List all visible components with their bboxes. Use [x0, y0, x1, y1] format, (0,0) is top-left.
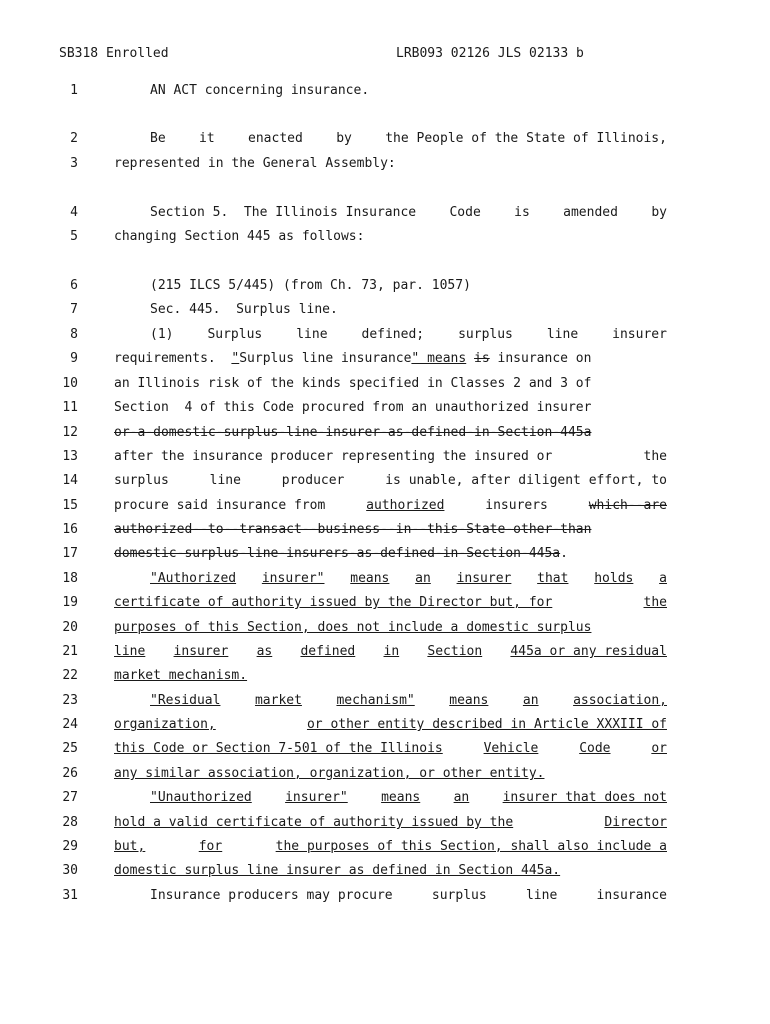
- text-segment: Section 5. The Illinois Insurance: [150, 205, 417, 220]
- inserted-text: "Authorized: [150, 571, 237, 586]
- document-line: [0, 205, 770, 223]
- inserted-text: the purposes of this Section, shall also include a: [275, 839, 667, 854]
- inserted-text: that: [537, 571, 569, 586]
- line-number: 14: [62, 473, 78, 488]
- line-number: 19: [62, 595, 78, 610]
- document-line: [0, 571, 770, 589]
- line-text: [150, 205, 667, 220]
- inserted-text: line: [114, 644, 146, 659]
- text-segment: (1): [150, 327, 174, 342]
- line-number: 23: [62, 693, 78, 708]
- inserted-text: Section: [427, 644, 483, 659]
- document-line: [0, 425, 770, 443]
- line-number: 16: [62, 522, 78, 537]
- text-segment: by: [336, 131, 352, 146]
- line-text: [114, 839, 667, 854]
- document-line: [0, 863, 770, 881]
- line-number: 31: [62, 888, 78, 903]
- inserted-text: ": [231, 351, 240, 366]
- line-number: 30: [62, 863, 78, 878]
- inserted-text: a: [659, 571, 667, 586]
- inserted-text: domestic surplus line insurer as defined in Section 445a.: [114, 863, 561, 878]
- line-number: 6: [70, 278, 78, 293]
- text-segment: line: [546, 327, 579, 342]
- line-number: 21: [62, 644, 78, 659]
- line-text: [150, 790, 667, 805]
- inserted-text: Vehicle: [483, 741, 539, 756]
- line-number: 10: [62, 376, 78, 391]
- line-text: [150, 327, 667, 342]
- text-segment: Section 4 of this Code procured from an unauthorized insurer: [114, 400, 592, 415]
- line-text: [114, 498, 667, 513]
- inserted-text: means: [381, 790, 421, 805]
- page-header: [0, 46, 770, 64]
- document-line: [0, 741, 770, 759]
- text-segment: surplus: [431, 888, 487, 903]
- document-line: [0, 351, 770, 369]
- document-line: [0, 131, 770, 149]
- inserted-text: the: [643, 595, 667, 610]
- document-line: [0, 717, 770, 735]
- line-text: [114, 522, 667, 537]
- line-text: [114, 229, 667, 244]
- text-segment: AN ACT concerning insurance.: [150, 83, 370, 98]
- text-segment: .: [560, 546, 568, 561]
- inserted-text: or: [651, 741, 667, 756]
- text-segment: surplus: [114, 473, 169, 488]
- text-segment: enacted: [248, 131, 303, 146]
- text-segment: changing Section 445 as follows:: [114, 229, 365, 244]
- line-number: 5: [70, 229, 78, 244]
- inserted-text: but,: [114, 839, 146, 854]
- line-text: [150, 888, 667, 903]
- line-text: [150, 131, 667, 146]
- line-number: 26: [62, 766, 78, 781]
- document-line: [0, 400, 770, 418]
- text-segment: the People of the State of Illinois,: [385, 131, 667, 146]
- document-line: [0, 839, 770, 857]
- line-text: [150, 571, 667, 586]
- text-segment: the: [643, 449, 667, 464]
- line-number: 7: [70, 302, 78, 317]
- inserted-text: insurer": [285, 790, 348, 805]
- text-segment: [466, 351, 474, 366]
- line-number: 15: [62, 498, 78, 513]
- text-segment: Insurance producers may procure: [150, 888, 393, 903]
- text-segment: insurers: [485, 498, 548, 513]
- line-number: 13: [62, 449, 78, 464]
- line-text: [114, 473, 667, 488]
- document-line: [0, 766, 770, 784]
- inserted-text: an: [453, 790, 470, 805]
- inserted-text: or other entity described in Article XXXIII of: [306, 717, 667, 732]
- line-number: 27: [62, 790, 78, 805]
- deleted-text: or-a-domestic-surplus-line-insurer-as-defined-in-Section-445a: [114, 425, 592, 440]
- text-segment: procure said insurance from: [114, 498, 326, 513]
- text-segment: Code: [449, 205, 481, 220]
- inserted-text: certificate of authority issued by the Director but, for: [114, 595, 553, 610]
- line-text: [150, 83, 667, 98]
- inserted-text: "Unauthorized: [150, 790, 252, 805]
- line-text: [150, 302, 667, 317]
- line-text: [114, 376, 667, 391]
- document-line: [0, 449, 770, 467]
- inserted-text: hold a valid certificate of authority issued by the: [114, 815, 514, 830]
- lrb-reference: LRB093 02126 JLS 02133 b: [396, 46, 584, 61]
- inserted-text: "Residual: [150, 693, 221, 708]
- line-number: 2: [70, 131, 78, 146]
- deleted-text: authorized--to--transact--business--in--this-State-other-than: [114, 522, 592, 537]
- text-segment: producer: [281, 473, 345, 488]
- text-segment: surplus: [458, 327, 513, 342]
- text-segment: amended: [563, 205, 618, 220]
- line-text: [114, 668, 667, 683]
- line-text: [114, 449, 667, 464]
- inserted-text: in: [383, 644, 400, 659]
- inserted-text: 445a or any residual: [510, 644, 667, 659]
- inserted-text: as: [256, 644, 273, 659]
- bill-number: SB318 Enrolled: [59, 46, 169, 61]
- text-segment: (215 ILCS 5/445) (from Ch. 73, par. 1057): [150, 278, 471, 293]
- document-line: [0, 815, 770, 833]
- inserted-text: means: [449, 693, 489, 708]
- text-segment: insurer: [612, 327, 667, 342]
- inserted-text: " means: [411, 351, 467, 366]
- document-line: [0, 546, 770, 564]
- inserted-text: mechanism": [336, 693, 415, 708]
- line-text: [114, 546, 667, 561]
- inserted-text: an: [415, 571, 431, 586]
- line-number: 17: [62, 546, 78, 561]
- document-line: [0, 327, 770, 345]
- document-line: [0, 522, 770, 540]
- inserted-text: this Code or Section 7-501 of the Illinois: [114, 741, 443, 756]
- line-text: [114, 400, 667, 415]
- text-segment: Sec. 445. Surplus line.: [150, 302, 338, 317]
- text-segment: insurance on: [489, 351, 592, 366]
- document-line: [0, 790, 770, 808]
- line-text: [114, 425, 667, 440]
- line-text: [114, 815, 667, 830]
- inserted-text: any similar association, organization, or other entity.: [114, 766, 545, 781]
- inserted-text: defined: [300, 644, 356, 659]
- text-segment: line: [209, 473, 241, 488]
- document-line: [0, 644, 770, 662]
- document-line: [0, 156, 770, 174]
- line-number: 9: [70, 351, 78, 366]
- line-number: 28: [62, 815, 78, 830]
- document-line: [0, 278, 770, 296]
- line-number: 3: [70, 156, 78, 171]
- deleted-text: which--are: [588, 498, 667, 513]
- inserted-text: market: [254, 693, 302, 708]
- document-line: [0, 229, 770, 247]
- text-segment: after the insurance producer representing the insured or: [114, 449, 553, 464]
- text-segment: represented in the General Assembly:: [114, 156, 396, 171]
- inserted-text: purposes of this Section, does not include a domestic surplus: [114, 620, 592, 635]
- text-segment: insurance: [596, 888, 667, 903]
- document-line: [0, 376, 770, 394]
- document-line: [0, 668, 770, 686]
- inserted-text: Director: [604, 815, 667, 830]
- line-text: [114, 717, 667, 732]
- inserted-text: market mechanism.: [114, 668, 248, 683]
- line-number: 22: [62, 668, 78, 683]
- text-segment: line: [525, 888, 558, 903]
- line-text: [114, 863, 667, 878]
- text-segment: line: [296, 327, 328, 342]
- text-segment: Be: [150, 131, 166, 146]
- document-line: [0, 888, 770, 906]
- line-text: [114, 741, 667, 756]
- inserted-text: insurer": [261, 571, 325, 586]
- line-text: [114, 644, 667, 659]
- document-line: [0, 620, 770, 638]
- document-line: [0, 302, 770, 320]
- document-line: [0, 693, 770, 711]
- inserted-text: an: [522, 693, 539, 708]
- inserted-text: authorized: [366, 498, 445, 513]
- inserted-text: holds: [594, 571, 634, 586]
- line-number: 12: [62, 425, 78, 440]
- line-number: 4: [70, 205, 78, 220]
- line-number: 18: [62, 571, 78, 586]
- document-line: [0, 595, 770, 613]
- text-segment: by: [651, 205, 667, 220]
- text-segment: requirements.: [114, 351, 232, 366]
- line-number: 24: [62, 717, 78, 732]
- line-number: 8: [70, 327, 78, 342]
- line-text: [114, 351, 667, 366]
- document-line: [0, 83, 770, 101]
- inserted-text: means: [350, 571, 390, 586]
- inserted-text: Code: [579, 741, 611, 756]
- text-segment: is unable, after diligent effort, to: [385, 473, 667, 488]
- line-text: [114, 620, 667, 635]
- line-number: 25: [62, 741, 78, 756]
- text-segment: Surplus: [207, 327, 263, 342]
- line-text: [150, 693, 667, 708]
- line-text: [114, 595, 667, 610]
- line-number: 11: [62, 400, 78, 415]
- line-number: 20: [62, 620, 78, 635]
- line-text: [114, 766, 667, 781]
- line-text: [150, 278, 667, 293]
- document-line: [0, 498, 770, 516]
- inserted-text: organization,: [114, 717, 216, 732]
- text-segment: is: [514, 205, 530, 220]
- deleted-text: domestic-surplus-line-insurers-as-defined-in-Section-445a: [114, 546, 561, 561]
- inserted-text: for: [198, 839, 223, 854]
- line-number: 29: [62, 839, 78, 854]
- inserted-text: insurer that does not: [502, 790, 667, 805]
- document-line: [0, 473, 770, 491]
- inserted-text: association,: [573, 693, 667, 708]
- inserted-text: insurer: [173, 644, 229, 659]
- text-segment: it: [199, 131, 215, 146]
- text-segment: defined;: [361, 327, 425, 342]
- deleted-text: is: [474, 351, 490, 366]
- line-number: 1: [70, 83, 78, 98]
- inserted-text: insurer: [456, 571, 512, 586]
- text-segment: Surplus line insurance: [239, 351, 412, 366]
- text-segment: an Illinois risk of the kinds specified in Classes 2 and 3 of: [114, 376, 592, 391]
- line-text: [114, 156, 667, 171]
